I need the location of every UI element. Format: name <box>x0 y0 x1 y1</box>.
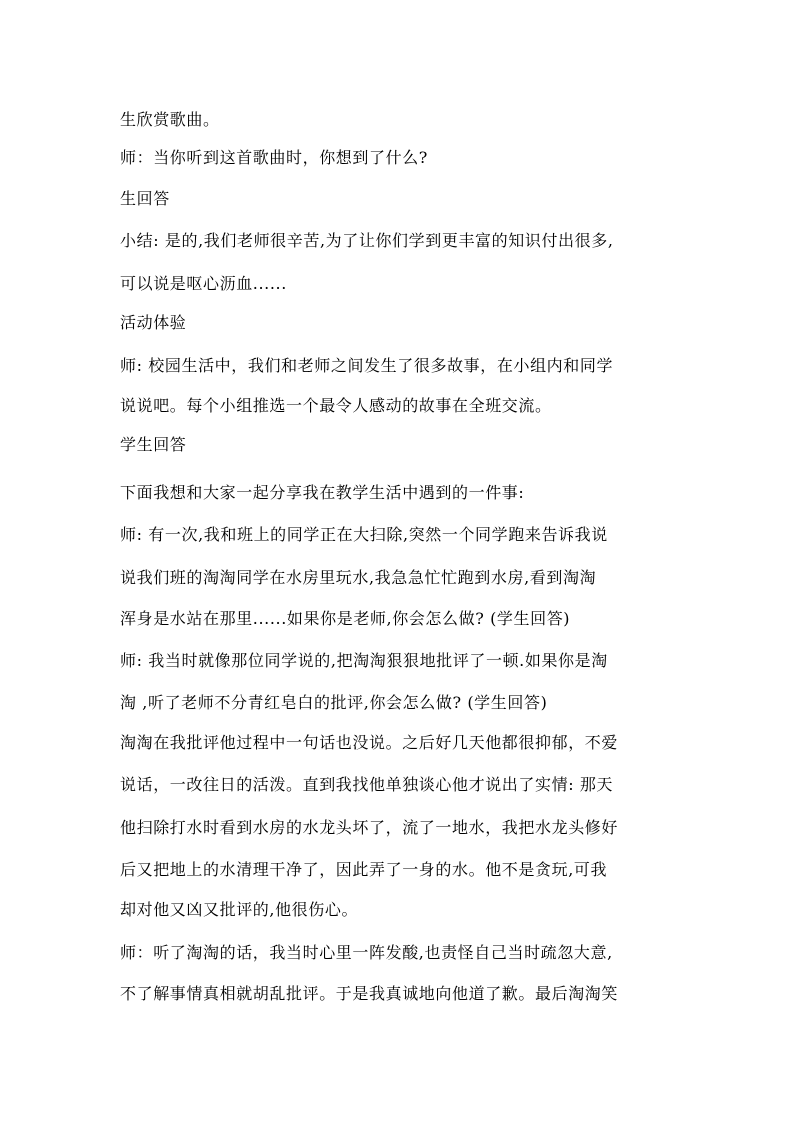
text-line: 却对他又凶又批评的,他很伤心。 <box>120 900 359 919</box>
text-line: 说说吧。每个小组推选一个最令人感动的故事在全班交流。 <box>120 396 552 415</box>
text-line: 学生回答 <box>120 435 187 454</box>
text-line: 淘淘在我批评他过程中一句话也没说。之后好几天他都很抑郁，不爱 <box>120 733 619 752</box>
text-line: 淘 ,听了老师不分青红皂白的批评,你会怎么做? (学生回答) <box>120 693 548 712</box>
text-line: 说我们班的淘淘同学在水房里玩水,我急急忙忙跑到水房,看到淘淘 <box>120 568 597 587</box>
text-line: 师: 有一次,我和班上的同学正在大扫除,突然一个同学跑来告诉我说 <box>120 525 608 544</box>
text-line: 可以说是呕心沥血...... <box>120 274 287 293</box>
text-line: 小结: 是的,我们老师很辛苦,为了让你们学到更丰富的知识付出很多, <box>120 231 614 250</box>
text-line: 生欣赏歌曲。 <box>120 110 220 129</box>
text-line: 下面我想和大家一起分享我在教学生活中遇到的一件事: <box>120 483 525 502</box>
text-line: 师: 校园生活中，我们和老师之间发生了很多故事，在小组内和同学 <box>120 356 614 375</box>
text-line: 不了解事情真相就胡乱批评。于是我真诚地向他道了歉。最后淘淘笑 <box>120 984 619 1003</box>
text-line: 师: 我当时就像那位同学说的,把淘淘狠狠地批评了一顿.如果你是淘 <box>120 651 608 670</box>
text-line: 生回答 <box>120 189 170 208</box>
text-line: 他扫除打水时看到水房的水龙头坏了，流了一地水，我把水龙头修好 <box>120 818 619 837</box>
text-line: 活动体验 <box>120 313 187 332</box>
text-line: 浑身是水站在那里......如果你是老师,你会怎么做? (学生回答) <box>120 609 571 628</box>
text-line: 说话，一改往日的活泼。直到我找他单独谈心他才说出了实情: 那天 <box>120 775 614 794</box>
text-line: 后又把地上的水清理干净了，因此弄了一身的水。他不是贪玩,可我 <box>120 860 608 879</box>
text-line: 师：当你听到这首歌曲时，你想到了什么? <box>120 148 428 167</box>
text-line: 师：听了淘淘的话，我当时心里一阵发酸,也责怪自己当时疏忽大意, <box>120 943 613 962</box>
